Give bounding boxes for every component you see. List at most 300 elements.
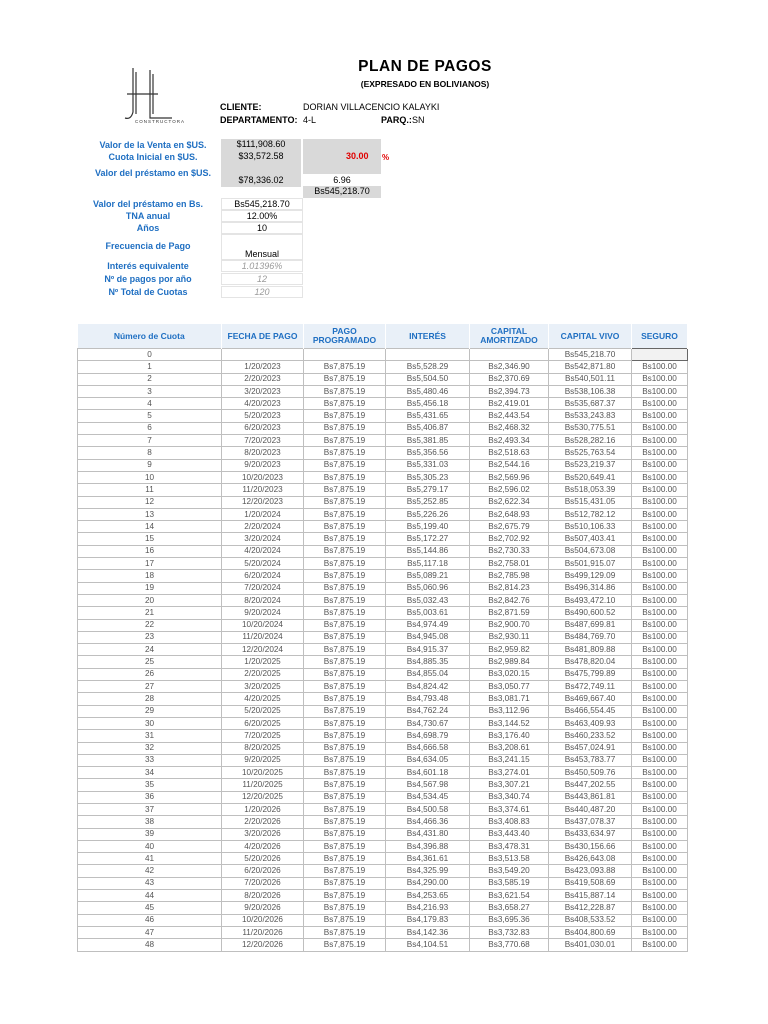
cell-scheduled-payment[interactable]: Bs7,875.19 [304, 545, 386, 557]
cell-interest[interactable]: Bs4,500.58 [386, 803, 470, 815]
cell-remaining-balance[interactable]: Bs475,799.89 [549, 668, 632, 680]
cell-remaining-balance[interactable]: Bs523,219.37 [549, 459, 632, 471]
cell-remaining-balance[interactable]: Bs447,202.55 [549, 779, 632, 791]
cell-principal-paid[interactable]: Bs2,871.59 [470, 607, 549, 619]
cell-insurance[interactable]: Bs100.00 [632, 656, 688, 668]
cell-principal-paid[interactable]: Bs2,544.16 [470, 459, 549, 471]
cell-interest[interactable]: Bs4,567.98 [386, 779, 470, 791]
cell-payment-date[interactable] [222, 349, 304, 361]
cell-insurance[interactable]: Bs100.00 [632, 545, 688, 557]
cell-installment-number[interactable]: 3 [78, 385, 222, 397]
cell-remaining-balance[interactable]: Bs412,228.87 [549, 902, 632, 914]
cell-principal-paid[interactable]: Bs3,549.20 [470, 865, 549, 877]
cell-interest[interactable]: Bs4,396.88 [386, 840, 470, 852]
cell-installment-number[interactable]: 22 [78, 619, 222, 631]
cell-payment-date[interactable]: 6/20/2026 [222, 865, 304, 877]
cell-insurance[interactable]: Bs100.00 [632, 471, 688, 483]
cell-insurance[interactable]: Bs100.00 [632, 693, 688, 705]
cell-payment-date[interactable]: 3/20/2026 [222, 828, 304, 840]
cell-payment-date[interactable]: 3/20/2024 [222, 533, 304, 545]
cell-scheduled-payment[interactable]: Bs7,875.19 [304, 594, 386, 606]
cell-installment-number[interactable]: 41 [78, 853, 222, 865]
cell-payment-date[interactable]: 10/20/2024 [222, 619, 304, 631]
cell-scheduled-payment[interactable]: Bs7,875.19 [304, 877, 386, 889]
cell-insurance[interactable]: Bs100.00 [632, 385, 688, 397]
cell-insurance[interactable]: Bs100.00 [632, 902, 688, 914]
cell-principal-paid[interactable]: Bs2,930.11 [470, 631, 549, 643]
cell-principal-paid[interactable]: Bs3,732.83 [470, 926, 549, 938]
cell-payment-date[interactable]: 9/20/2023 [222, 459, 304, 471]
cell-remaining-balance[interactable]: Bs530,775.51 [549, 422, 632, 434]
cell-installment-number[interactable]: 32 [78, 742, 222, 754]
cell-installment-number[interactable]: 20 [78, 594, 222, 606]
cell-remaining-balance[interactable]: Bs507,403.41 [549, 533, 632, 545]
cell-installment-number[interactable]: 44 [78, 890, 222, 902]
cell-payment-date[interactable]: 9/20/2025 [222, 754, 304, 766]
cell-interest[interactable]: Bs5,305.23 [386, 471, 470, 483]
cell-installment-number[interactable]: 4 [78, 398, 222, 410]
cell-interest[interactable]: Bs4,216.93 [386, 902, 470, 914]
cell-interest[interactable]: Bs4,104.51 [386, 939, 470, 951]
cell-remaining-balance[interactable]: Bs472,749.11 [549, 681, 632, 693]
cell-remaining-balance[interactable]: Bs450,509.76 [549, 767, 632, 779]
cell-payment-date[interactable]: 10/20/2023 [222, 471, 304, 483]
cell-remaining-balance[interactable]: Bs496,314.86 [549, 582, 632, 594]
cell-principal-paid[interactable]: Bs3,274.01 [470, 767, 549, 779]
cell-interest[interactable]: Bs4,290.00 [386, 877, 470, 889]
cell-remaining-balance[interactable]: Bs510,106.33 [549, 521, 632, 533]
cell-scheduled-payment[interactable]: Bs7,875.19 [304, 914, 386, 926]
cell-payment-date[interactable]: 12/20/2026 [222, 939, 304, 951]
cell-installment-number[interactable]: 13 [78, 508, 222, 520]
cell-principal-paid[interactable]: Bs2,648.93 [470, 508, 549, 520]
cell-installment-number[interactable]: 7 [78, 435, 222, 447]
cell-principal-paid[interactable]: Bs3,020.15 [470, 668, 549, 680]
cell-insurance[interactable]: Bs100.00 [632, 853, 688, 865]
cell-payment-date[interactable]: 9/20/2024 [222, 607, 304, 619]
cell-interest[interactable]: Bs5,032.43 [386, 594, 470, 606]
cell-remaining-balance[interactable]: Bs504,673.08 [549, 545, 632, 557]
cell-principal-paid[interactable]: Bs2,785.98 [470, 570, 549, 582]
cell-insurance[interactable]: Bs100.00 [632, 422, 688, 434]
cell-interest[interactable] [386, 349, 470, 361]
cell-insurance[interactable]: Bs100.00 [632, 361, 688, 373]
cell-insurance[interactable]: Bs100.00 [632, 681, 688, 693]
cell-remaining-balance[interactable]: Bs490,600.52 [549, 607, 632, 619]
cell-principal-paid[interactable]: Bs2,346.90 [470, 361, 549, 373]
cell-installment-number[interactable]: 25 [78, 656, 222, 668]
cell-principal-paid[interactable]: Bs2,419.01 [470, 398, 549, 410]
cell-insurance[interactable]: Bs100.00 [632, 644, 688, 656]
cell-payment-date[interactable]: 4/20/2025 [222, 693, 304, 705]
cell-scheduled-payment[interactable]: Bs7,875.19 [304, 803, 386, 815]
cell-scheduled-payment[interactable]: Bs7,875.19 [304, 717, 386, 729]
cell-payment-date[interactable]: 8/20/2023 [222, 447, 304, 459]
cell-interest[interactable]: Bs4,666.58 [386, 742, 470, 754]
cell-remaining-balance[interactable]: Bs460,233.52 [549, 730, 632, 742]
cell-scheduled-payment[interactable]: Bs7,875.19 [304, 840, 386, 852]
cell-remaining-balance[interactable]: Bs426,643.08 [549, 853, 632, 865]
cell-scheduled-payment[interactable]: Bs7,875.19 [304, 890, 386, 902]
cell-scheduled-payment[interactable]: Bs7,875.19 [304, 644, 386, 656]
cell-installment-number[interactable]: 40 [78, 840, 222, 852]
cell-principal-paid[interactable]: Bs3,112.96 [470, 705, 549, 717]
cell-payment-date[interactable]: 5/20/2024 [222, 558, 304, 570]
cell-insurance[interactable]: Bs100.00 [632, 877, 688, 889]
cell-insurance[interactable]: Bs100.00 [632, 668, 688, 680]
cell-insurance[interactable]: Bs100.00 [632, 890, 688, 902]
cell-interest[interactable]: Bs4,945.08 [386, 631, 470, 643]
cell-interest[interactable]: Bs4,793.48 [386, 693, 470, 705]
cell-scheduled-payment[interactable]: Bs7,875.19 [304, 865, 386, 877]
cell-interest[interactable]: Bs4,824.42 [386, 681, 470, 693]
cell-remaining-balance[interactable]: Bs535,687.37 [549, 398, 632, 410]
cell-interest[interactable]: Bs4,762.24 [386, 705, 470, 717]
cell-interest[interactable]: Bs5,003.61 [386, 607, 470, 619]
cell-installment-number[interactable]: 11 [78, 484, 222, 496]
cell-scheduled-payment[interactable]: Bs7,875.19 [304, 361, 386, 373]
cell-installment-number[interactable]: 27 [78, 681, 222, 693]
cell-principal-paid[interactable]: Bs2,569.96 [470, 471, 549, 483]
cell-remaining-balance[interactable]: Bs437,078.37 [549, 816, 632, 828]
cell-payment-date[interactable]: 11/20/2023 [222, 484, 304, 496]
cell-installment-number[interactable]: 42 [78, 865, 222, 877]
cell-insurance[interactable]: Bs100.00 [632, 484, 688, 496]
cell-interest[interactable]: Bs5,144.86 [386, 545, 470, 557]
cell-principal-paid[interactable]: Bs3,081.71 [470, 693, 549, 705]
cell-interest[interactable]: Bs4,915.37 [386, 644, 470, 656]
cell-insurance[interactable]: Bs100.00 [632, 558, 688, 570]
cell-interest[interactable]: Bs5,117.18 [386, 558, 470, 570]
cell-principal-paid[interactable]: Bs2,842.76 [470, 594, 549, 606]
cell-installment-number[interactable]: 33 [78, 754, 222, 766]
cell-insurance[interactable]: Bs100.00 [632, 914, 688, 926]
cell-principal-paid[interactable]: Bs2,518.63 [470, 447, 549, 459]
cell-interest[interactable]: Bs4,431.80 [386, 828, 470, 840]
cell-principal-paid[interactable]: Bs2,394.73 [470, 385, 549, 397]
cell-payment-date[interactable]: 1/20/2026 [222, 803, 304, 815]
cell-interest[interactable]: Bs4,601.18 [386, 767, 470, 779]
cell-scheduled-payment[interactable]: Bs7,875.19 [304, 668, 386, 680]
cell-scheduled-payment[interactable]: Bs7,875.19 [304, 447, 386, 459]
cell-principal-paid[interactable]: Bs2,814.23 [470, 582, 549, 594]
cell-interest[interactable]: Bs5,172.27 [386, 533, 470, 545]
cell-scheduled-payment[interactable]: Bs7,875.19 [304, 767, 386, 779]
cell-payment-date[interactable]: 1/20/2025 [222, 656, 304, 668]
cell-interest[interactable]: Bs5,356.56 [386, 447, 470, 459]
cell-interest[interactable]: Bs5,480.46 [386, 385, 470, 397]
cell-payment-date[interactable]: 7/20/2024 [222, 582, 304, 594]
cell-interest[interactable]: Bs5,199.40 [386, 521, 470, 533]
cell-scheduled-payment[interactable]: Bs7,875.19 [304, 791, 386, 803]
cell-interest[interactable]: Bs4,325.99 [386, 865, 470, 877]
cell-installment-number[interactable]: 9 [78, 459, 222, 471]
cell-scheduled-payment[interactable]: Bs7,875.19 [304, 926, 386, 938]
cell-insurance[interactable]: Bs100.00 [632, 779, 688, 791]
cell-principal-paid[interactable]: Bs3,585.19 [470, 877, 549, 889]
cell-remaining-balance[interactable]: Bs463,409.93 [549, 717, 632, 729]
cell-principal-paid[interactable]: Bs2,370.69 [470, 373, 549, 385]
cell-insurance[interactable]: Bs100.00 [632, 570, 688, 582]
cell-remaining-balance[interactable]: Bs469,667.40 [549, 693, 632, 705]
cell-remaining-balance[interactable]: Bs518,053.39 [549, 484, 632, 496]
cell-interest[interactable]: Bs5,089.21 [386, 570, 470, 582]
cell-scheduled-payment[interactable]: Bs7,875.19 [304, 508, 386, 520]
cell-principal-paid[interactable]: Bs3,621.54 [470, 890, 549, 902]
cell-interest[interactable]: Bs4,534.45 [386, 791, 470, 803]
cell-principal-paid[interactable]: Bs2,959.82 [470, 644, 549, 656]
cell-insurance[interactable]: Bs100.00 [632, 619, 688, 631]
cell-payment-date[interactable]: 2/20/2025 [222, 668, 304, 680]
cell-remaining-balance[interactable]: Bs404,800.69 [549, 926, 632, 938]
cell-payment-date[interactable]: 2/20/2024 [222, 521, 304, 533]
cell-interest[interactable]: Bs5,226.26 [386, 508, 470, 520]
cell-remaining-balance[interactable]: Bs453,783.77 [549, 754, 632, 766]
cell-scheduled-payment[interactable]: Bs7,875.19 [304, 730, 386, 742]
cell-interest[interactable]: Bs5,504.50 [386, 373, 470, 385]
cell-interest[interactable]: Bs5,456.18 [386, 398, 470, 410]
cell-remaining-balance[interactable]: Bs481,809.88 [549, 644, 632, 656]
cell-principal-paid[interactable]: Bs2,989.84 [470, 656, 549, 668]
cell-scheduled-payment[interactable]: Bs7,875.19 [304, 435, 386, 447]
cell-remaining-balance[interactable]: Bs401,030.01 [549, 939, 632, 951]
cell-scheduled-payment[interactable]: Bs7,875.19 [304, 521, 386, 533]
cell-payment-date[interactable]: 2/20/2026 [222, 816, 304, 828]
cell-payment-date[interactable]: 3/20/2025 [222, 681, 304, 693]
cell-payment-date[interactable]: 6/20/2025 [222, 717, 304, 729]
cell-principal-paid[interactable]: Bs3,695.36 [470, 914, 549, 926]
cell-installment-number[interactable]: 26 [78, 668, 222, 680]
cell-installment-number[interactable]: 21 [78, 607, 222, 619]
cell-installment-number[interactable]: 12 [78, 496, 222, 508]
cell-scheduled-payment[interactable]: Bs7,875.19 [304, 693, 386, 705]
cell-insurance[interactable]: Bs100.00 [632, 373, 688, 385]
cell-interest[interactable]: Bs4,855.04 [386, 668, 470, 680]
cell-principal-paid[interactable]: Bs3,340.74 [470, 791, 549, 803]
cell-scheduled-payment[interactable]: Bs7,875.19 [304, 373, 386, 385]
cell-interest[interactable]: Bs4,885.35 [386, 656, 470, 668]
cell-payment-date[interactable]: 12/20/2025 [222, 791, 304, 803]
cell-installment-number[interactable]: 45 [78, 902, 222, 914]
cell-remaining-balance[interactable]: Bs501,915.07 [549, 558, 632, 570]
cell-remaining-balance[interactable]: Bs493,472.10 [549, 594, 632, 606]
cell-installment-number[interactable]: 37 [78, 803, 222, 815]
cell-installment-number[interactable]: 31 [78, 730, 222, 742]
cell-remaining-balance[interactable]: Bs520,649.41 [549, 471, 632, 483]
cell-installment-number[interactable]: 39 [78, 828, 222, 840]
cell-insurance[interactable]: Bs100.00 [632, 828, 688, 840]
cell-remaining-balance[interactable]: Bs466,554.45 [549, 705, 632, 717]
cell-scheduled-payment[interactable]: Bs7,875.19 [304, 496, 386, 508]
cell-insurance[interactable]: Bs100.00 [632, 791, 688, 803]
cell-payment-date[interactable]: 10/20/2026 [222, 914, 304, 926]
cell-insurance[interactable]: Bs100.00 [632, 767, 688, 779]
cell-scheduled-payment[interactable]: Bs7,875.19 [304, 828, 386, 840]
cell-remaining-balance[interactable]: Bs457,024.91 [549, 742, 632, 754]
cell-installment-number[interactable]: 35 [78, 779, 222, 791]
cell-insurance[interactable]: Bs100.00 [632, 730, 688, 742]
cell-installment-number[interactable]: 34 [78, 767, 222, 779]
cell-remaining-balance[interactable]: Bs542,871.80 [549, 361, 632, 373]
cell-installment-number[interactable]: 23 [78, 631, 222, 643]
cell-scheduled-payment[interactable]: Bs7,875.19 [304, 459, 386, 471]
cell-installment-number[interactable]: 10 [78, 471, 222, 483]
cell-remaining-balance[interactable]: Bs512,782.12 [549, 508, 632, 520]
cell-scheduled-payment[interactable]: Bs7,875.19 [304, 619, 386, 631]
cell-installment-number[interactable]: 18 [78, 570, 222, 582]
cell-insurance[interactable]: Bs100.00 [632, 447, 688, 459]
cell-scheduled-payment[interactable]: Bs7,875.19 [304, 631, 386, 643]
cell-remaining-balance[interactable]: Bs408,533.52 [549, 914, 632, 926]
cell-payment-date[interactable]: 7/20/2025 [222, 730, 304, 742]
cell-remaining-balance[interactable]: Bs545,218.70 [549, 349, 632, 361]
cell-principal-paid[interactable]: Bs2,596.02 [470, 484, 549, 496]
cell-insurance[interactable]: Bs100.00 [632, 533, 688, 545]
cell-insurance[interactable]: Bs100.00 [632, 631, 688, 643]
cell-remaining-balance[interactable]: Bs528,282.16 [549, 435, 632, 447]
cell-scheduled-payment[interactable]: Bs7,875.19 [304, 779, 386, 791]
cell-interest[interactable]: Bs4,466.36 [386, 816, 470, 828]
cell-insurance[interactable]: Bs100.00 [632, 594, 688, 606]
cell-scheduled-payment[interactable]: Bs7,875.19 [304, 558, 386, 570]
cell-installment-number[interactable]: 19 [78, 582, 222, 594]
cell-insurance[interactable]: Bs100.00 [632, 803, 688, 815]
cell-remaining-balance[interactable]: Bs484,769.70 [549, 631, 632, 643]
cell-principal-paid[interactable]: Bs3,144.52 [470, 717, 549, 729]
cell-principal-paid[interactable]: Bs2,443.54 [470, 410, 549, 422]
cell-payment-date[interactable]: 5/20/2025 [222, 705, 304, 717]
cell-payment-date[interactable]: 8/20/2026 [222, 890, 304, 902]
cell-installment-number[interactable]: 16 [78, 545, 222, 557]
cell-payment-date[interactable]: 1/20/2024 [222, 508, 304, 520]
cell-insurance[interactable]: Bs100.00 [632, 840, 688, 852]
cell-installment-number[interactable]: 1 [78, 361, 222, 373]
cell-principal-paid[interactable]: Bs3,478.31 [470, 840, 549, 852]
cell-interest[interactable]: Bs5,060.96 [386, 582, 470, 594]
cell-interest[interactable]: Bs4,361.61 [386, 853, 470, 865]
cell-scheduled-payment[interactable]: Bs7,875.19 [304, 742, 386, 754]
cell-payment-date[interactable]: 12/20/2023 [222, 496, 304, 508]
cell-interest[interactable]: Bs5,528.29 [386, 361, 470, 373]
cell-scheduled-payment[interactable]: Bs7,875.19 [304, 385, 386, 397]
cell-installment-number[interactable]: 17 [78, 558, 222, 570]
cell-scheduled-payment[interactable]: Bs7,875.19 [304, 582, 386, 594]
cell-payment-date[interactable]: 2/20/2023 [222, 373, 304, 385]
cell-installment-number[interactable]: 36 [78, 791, 222, 803]
cell-insurance[interactable]: Bs100.00 [632, 865, 688, 877]
cell-installment-number[interactable]: 47 [78, 926, 222, 938]
cell-interest[interactable]: Bs5,331.03 [386, 459, 470, 471]
cell-insurance[interactable]: Bs100.00 [632, 717, 688, 729]
cell-payment-date[interactable]: 4/20/2024 [222, 545, 304, 557]
cell-payment-date[interactable]: 8/20/2025 [222, 742, 304, 754]
cell-insurance[interactable]: Bs100.00 [632, 926, 688, 938]
cell-insurance[interactable]: Bs100.00 [632, 435, 688, 447]
cell-installment-number[interactable]: 14 [78, 521, 222, 533]
cell-payment-date[interactable]: 7/20/2026 [222, 877, 304, 889]
cell-principal-paid[interactable]: Bs2,900.70 [470, 619, 549, 631]
cell-installment-number[interactable]: 6 [78, 422, 222, 434]
cell-payment-date[interactable]: 8/20/2024 [222, 594, 304, 606]
cell-interest[interactable]: Bs5,279.17 [386, 484, 470, 496]
cell-principal-paid[interactable]: Bs2,730.33 [470, 545, 549, 557]
cell-principal-paid[interactable]: Bs3,307.21 [470, 779, 549, 791]
cell-insurance[interactable]: Bs100.00 [632, 582, 688, 594]
cell-scheduled-payment[interactable]: Bs7,875.19 [304, 484, 386, 496]
cell-installment-number[interactable]: 48 [78, 939, 222, 951]
cell-remaining-balance[interactable]: Bs440,487.20 [549, 803, 632, 815]
cell-principal-paid[interactable]: Bs3,241.15 [470, 754, 549, 766]
cell-payment-date[interactable]: 1/20/2023 [222, 361, 304, 373]
cell-installment-number[interactable]: 43 [78, 877, 222, 889]
cell-interest[interactable]: Bs4,142.36 [386, 926, 470, 938]
cell-interest[interactable]: Bs4,634.05 [386, 754, 470, 766]
cell-insurance[interactable]: Bs100.00 [632, 607, 688, 619]
cell-payment-date[interactable]: 6/20/2023 [222, 422, 304, 434]
cell-interest[interactable]: Bs5,381.85 [386, 435, 470, 447]
cell-scheduled-payment[interactable]: Bs7,875.19 [304, 570, 386, 582]
cell-principal-paid[interactable]: Bs3,374.61 [470, 803, 549, 815]
cell-payment-date[interactable]: 5/20/2023 [222, 410, 304, 422]
cell-installment-number[interactable]: 30 [78, 717, 222, 729]
cell-remaining-balance[interactable]: Bs478,820.04 [549, 656, 632, 668]
cell-interest[interactable]: Bs4,698.79 [386, 730, 470, 742]
cell-scheduled-payment[interactable]: Bs7,875.19 [304, 681, 386, 693]
cell-interest[interactable]: Bs5,406.87 [386, 422, 470, 434]
cell-remaining-balance[interactable]: Bs540,501.11 [549, 373, 632, 385]
cell-payment-date[interactable]: 4/20/2026 [222, 840, 304, 852]
cell-payment-date[interactable]: 11/20/2024 [222, 631, 304, 643]
cell-principal-paid[interactable]: Bs2,493.34 [470, 435, 549, 447]
cell-payment-date[interactable]: 11/20/2025 [222, 779, 304, 791]
cell-payment-date[interactable]: 11/20/2026 [222, 926, 304, 938]
cell-principal-paid[interactable]: Bs3,176.40 [470, 730, 549, 742]
cell-principal-paid[interactable]: Bs2,758.01 [470, 558, 549, 570]
cell-installment-number[interactable]: 28 [78, 693, 222, 705]
cell-scheduled-payment[interactable] [304, 349, 386, 361]
cell-remaining-balance[interactable]: Bs487,699.81 [549, 619, 632, 631]
cell-scheduled-payment[interactable]: Bs7,875.19 [304, 754, 386, 766]
cell-payment-date[interactable]: 7/20/2023 [222, 435, 304, 447]
cell-scheduled-payment[interactable]: Bs7,875.19 [304, 398, 386, 410]
cell-principal-paid[interactable]: Bs3,513.58 [470, 853, 549, 865]
cell-scheduled-payment[interactable]: Bs7,875.19 [304, 410, 386, 422]
cell-remaining-balance[interactable]: Bs433,634.97 [549, 828, 632, 840]
cell-installment-number[interactable]: 8 [78, 447, 222, 459]
cell-insurance[interactable]: Bs100.00 [632, 521, 688, 533]
cell-insurance[interactable]: Bs100.00 [632, 754, 688, 766]
cell-principal-paid[interactable]: Bs3,770.68 [470, 939, 549, 951]
cell-insurance[interactable] [632, 349, 688, 361]
cell-principal-paid[interactable]: Bs3,050.77 [470, 681, 549, 693]
cell-scheduled-payment[interactable]: Bs7,875.19 [304, 471, 386, 483]
cell-installment-number[interactable]: 38 [78, 816, 222, 828]
cell-installment-number[interactable]: 29 [78, 705, 222, 717]
cell-principal-paid[interactable]: Bs3,408.83 [470, 816, 549, 828]
cell-interest[interactable]: Bs4,253.65 [386, 890, 470, 902]
cell-remaining-balance[interactable]: Bs515,431.05 [549, 496, 632, 508]
cell-principal-paid[interactable]: Bs2,702.92 [470, 533, 549, 545]
cell-insurance[interactable]: Bs100.00 [632, 705, 688, 717]
cell-principal-paid[interactable]: Bs3,208.61 [470, 742, 549, 754]
cell-scheduled-payment[interactable]: Bs7,875.19 [304, 853, 386, 865]
cell-remaining-balance[interactable]: Bs430,156.66 [549, 840, 632, 852]
cell-interest[interactable]: Bs4,179.83 [386, 914, 470, 926]
cell-remaining-balance[interactable]: Bs423,093.88 [549, 865, 632, 877]
cell-installment-number[interactable]: 0 [78, 349, 222, 361]
cell-principal-paid[interactable]: Bs3,658.27 [470, 902, 549, 914]
cell-remaining-balance[interactable]: Bs525,763.54 [549, 447, 632, 459]
